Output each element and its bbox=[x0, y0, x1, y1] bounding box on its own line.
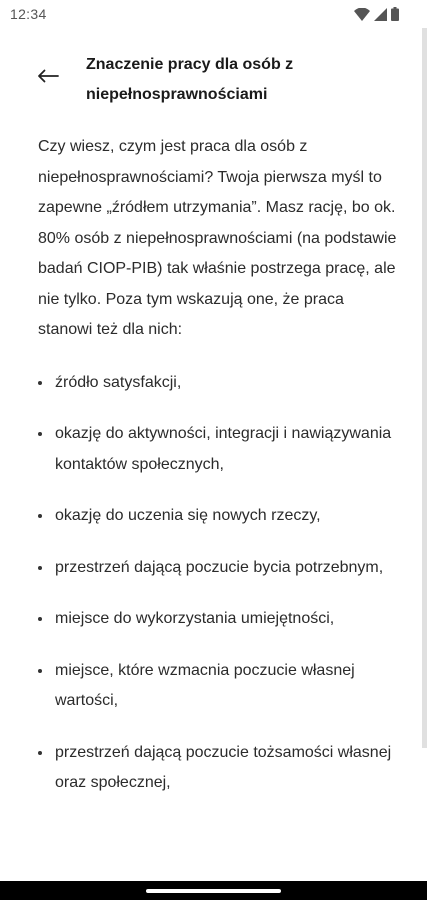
list-item bbox=[38, 656, 398, 717]
bullet-dot bbox=[38, 514, 42, 518]
bullet-dot bbox=[38, 566, 42, 570]
intro-paragraph: Czy wiesz, czym jest praca dla osób z niepełnosprawnościami? Twoja pierwsza myśl to zapewne „źródłem utrzymania”. Masz rację, bo ok. 80% osób z niepełnosprawnościami (na podstawie badań CIOP-PIB) tak właśnie postrzega pracę, ale nie tylko. Poza tym wskazują one, że praca stanowi też dla nich: bbox=[38, 138, 397, 338]
status-bar bbox=[0, 0, 427, 28]
list-item bbox=[38, 738, 398, 799]
list-item bbox=[38, 553, 398, 584]
list-item bbox=[38, 368, 398, 399]
battery-icon bbox=[391, 7, 399, 21]
bullet-dot bbox=[38, 751, 42, 755]
bullet-dot bbox=[38, 432, 42, 436]
list-item-text: okazję do uczenia się nowych rzeczy, bbox=[55, 507, 321, 524]
status-icons bbox=[354, 7, 399, 21]
bullet-dot bbox=[38, 617, 42, 621]
list-item bbox=[38, 604, 398, 635]
signal-icon bbox=[374, 8, 387, 21]
list-item-text: źródło satysfakcji, bbox=[55, 373, 182, 391]
home-indicator[interactable] bbox=[146, 889, 281, 893]
article-content bbox=[38, 132, 398, 820]
bullet-dot bbox=[38, 381, 42, 385]
list-item bbox=[38, 501, 398, 532]
list-item-text: miejsce do wykorzystania umiejętności, bbox=[55, 610, 335, 627]
list-item-text: przestrzeń dającą poczucie bycia potrzebnym, bbox=[55, 558, 384, 576]
list-item-text: miejsce, które wzmacnia poczucie własnej wartości, bbox=[55, 661, 355, 709]
bullet-list bbox=[38, 368, 398, 799]
navigation-bar bbox=[0, 881, 427, 900]
arrow-left-icon bbox=[37, 69, 59, 88]
list-item-text: przestrzeń dającą poczucie tożsamości własnej oraz społecznej, bbox=[55, 743, 392, 791]
scrollbar[interactable] bbox=[422, 28, 427, 748]
page-title: Znaczenie pracy dla osób z niepełnosprawnościami bbox=[86, 56, 294, 103]
list-item-text: okazję do aktywności, integracji i nawiązywania kontaktów społecznych, bbox=[55, 425, 392, 473]
status-time: 12:34 bbox=[10, 6, 47, 22]
list-item bbox=[38, 419, 398, 480]
wifi-icon bbox=[354, 8, 370, 21]
back-button[interactable] bbox=[34, 66, 62, 90]
bullet-dot bbox=[38, 669, 42, 673]
